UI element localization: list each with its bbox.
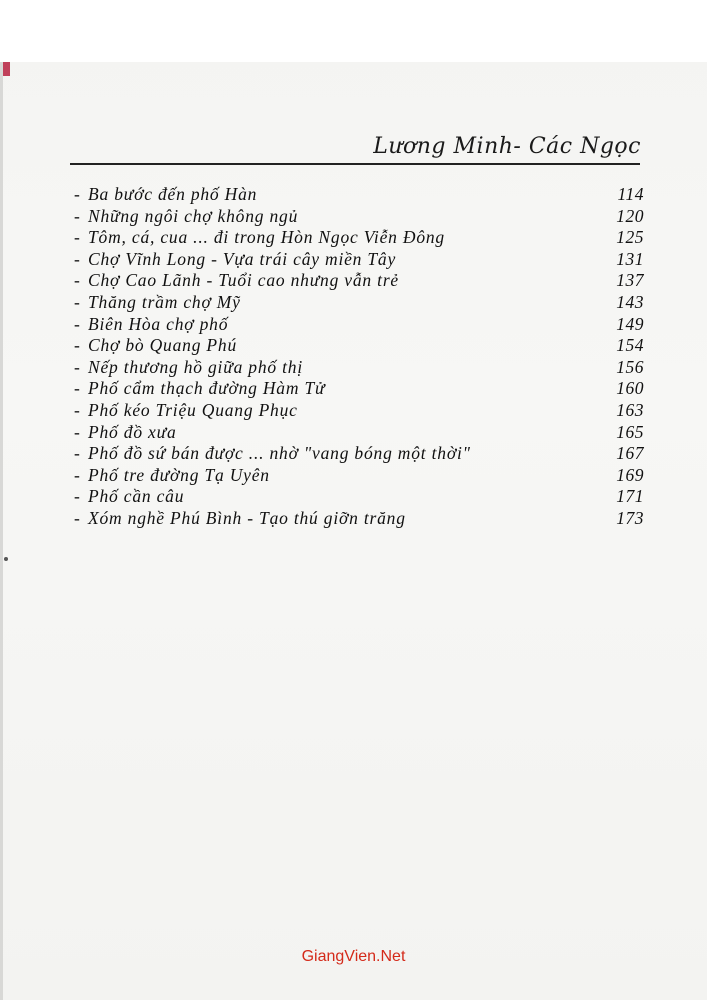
toc-entry-title: Thăng trầm chợ Mỹ: [88, 291, 241, 312]
toc-entry: [74, 206, 644, 228]
page-speck: [4, 557, 8, 561]
toc-entry-title: Phố tre đường Tạ Uyên: [88, 464, 270, 485]
toc-entry-dash: -: [74, 356, 80, 377]
toc-entry-title: Ba bước đến phố Hàn: [88, 184, 258, 204]
toc-entry: [74, 314, 644, 336]
toc-entry-dash: -: [74, 227, 80, 248]
toc-entry-page-number: 171: [616, 486, 644, 507]
toc-entry-page-number: 143: [616, 291, 644, 312]
toc-entry-page-number: 156: [616, 356, 644, 377]
toc-entry-dash: -: [74, 443, 80, 464]
toc-entry-page-number: 120: [616, 205, 644, 226]
toc-entry-title: Chợ Vĩnh Long - Vựa trái cây miền Tây: [88, 248, 397, 269]
toc-entry-dash: -: [74, 464, 80, 485]
toc-entry-dash: -: [74, 335, 80, 356]
header-rule: [70, 163, 640, 165]
toc-entry: [74, 443, 644, 465]
toc-entry: [74, 400, 644, 422]
toc-entry-title: Xóm nghề Phú Bình - Tạo thú giỡn trăng: [88, 507, 406, 528]
watermark-link[interactable]: GiangVien.Net: [301, 948, 406, 965]
toc-entry-page-number: 167: [616, 443, 644, 464]
table-of-contents: [74, 184, 644, 530]
toc-entry-page-number: 125: [616, 227, 644, 248]
toc-entry-dash: -: [74, 205, 80, 226]
toc-entry-page-number: 154: [616, 335, 644, 356]
toc-entry-title: Chợ Cao Lãnh - Tuổi cao nhưng vẫn trẻ: [88, 270, 399, 291]
toc-entry-title: Biên Hòa chợ phố: [88, 313, 229, 334]
toc-entry-dash: -: [74, 248, 80, 269]
toc-entry-page-number: 131: [616, 248, 644, 269]
toc-entry-title: Phố đồ sứ bán được ... nhờ "vang bóng một thời": [88, 443, 471, 464]
toc-entry-title: Tôm, cá, cua ... đi trong Hòn Ngọc Viễn Đông: [88, 227, 445, 248]
toc-entry: [74, 270, 644, 292]
toc-entry-title: Phố cẩm thạch đường Hàm Tử: [88, 378, 326, 399]
toc-entry: [74, 335, 644, 357]
toc-entry: [74, 378, 644, 400]
toc-entry-page-number: 137: [616, 270, 644, 291]
toc-entry-dash: -: [74, 486, 80, 507]
toc-entry-page-number: 173: [616, 507, 644, 528]
toc-entry: [74, 184, 644, 206]
toc-entry-dash: -: [74, 184, 80, 204]
toc-entry-title: Nếp thương hồ giữa phố thị: [88, 356, 303, 377]
toc-entry-title: Phố đồ xưa: [88, 421, 177, 442]
toc-entry-dash: -: [74, 313, 80, 334]
toc-entry: [74, 292, 644, 314]
toc-entry: [74, 357, 644, 379]
toc-entry: [74, 465, 644, 487]
toc-entry-title: Những ngôi chợ không ngủ: [88, 205, 299, 226]
toc-entry-dash: -: [74, 270, 80, 291]
page-left-edge: [0, 62, 3, 1000]
toc-entry: [74, 249, 644, 271]
toc-entry: [74, 227, 644, 249]
toc-entry-page-number: 169: [616, 464, 644, 485]
toc-entry-dash: -: [74, 507, 80, 528]
toc-entry: [74, 508, 644, 530]
toc-entry-page-number: 114: [617, 184, 644, 204]
toc-entry-dash: -: [74, 399, 80, 420]
running-header-author: Lương Minh- Các Ngọc: [373, 134, 641, 159]
toc-entry-page-number: 149: [616, 313, 644, 334]
page-top-margin: [0, 0, 707, 62]
toc-entry-page-number: 163: [616, 399, 644, 420]
toc-entry-dash: -: [74, 291, 80, 312]
toc-entry-page-number: 160: [616, 378, 644, 399]
toc-entry: [74, 486, 644, 508]
toc-entry-dash: -: [74, 378, 80, 399]
toc-entry-title: Phố cần câu: [88, 486, 185, 507]
toc-entry-page-number: 165: [616, 421, 644, 442]
toc-entry-dash: -: [74, 421, 80, 442]
toc-entry-title: Phố kéo Triệu Quang Phục: [88, 399, 298, 420]
toc-entry-title: Chợ bò Quang Phú: [88, 335, 238, 356]
toc-entry: [74, 422, 644, 444]
